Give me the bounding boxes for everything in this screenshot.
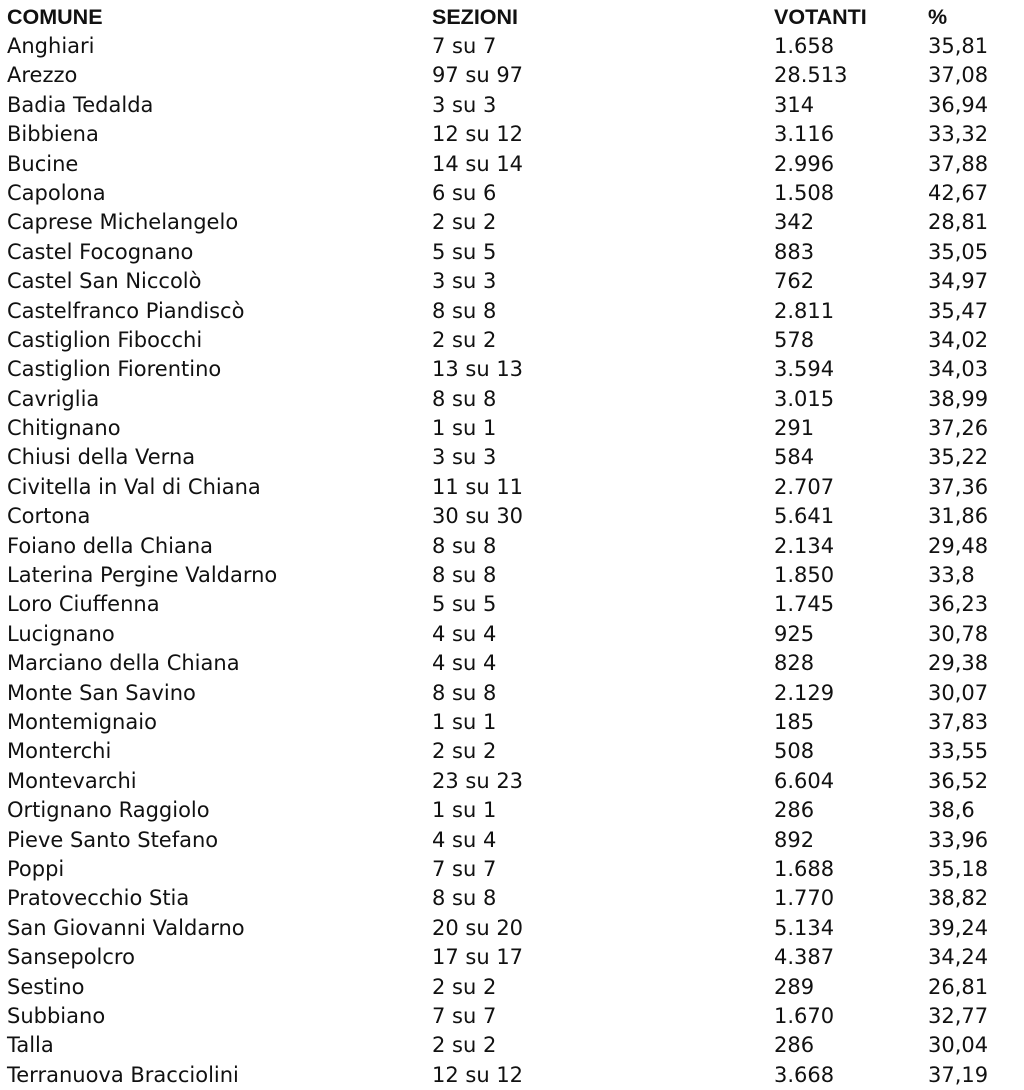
cell-votanti: 2.707	[774, 474, 835, 499]
table-row	[0, 943, 1024, 972]
cell-comune: Civitella in Val di Chiana	[7, 474, 261, 499]
cell-votanti: 289	[774, 974, 815, 999]
cell-sezioni: 4 su 4	[432, 827, 497, 852]
cell-percent: 34,03	[928, 357, 989, 382]
cell-votanti: 2.811	[774, 298, 835, 323]
table-row	[0, 179, 1024, 208]
cell-votanti: 4.387	[774, 945, 835, 970]
cell-sezioni: 8 su 8	[432, 886, 497, 911]
table-row	[0, 826, 1024, 855]
table-row	[0, 473, 1024, 502]
cell-sezioni: 3 su 3	[432, 269, 497, 294]
cell-percent: 35,47	[928, 298, 989, 323]
cell-sezioni: 4 su 4	[432, 651, 497, 676]
cell-votanti: 2.129	[774, 680, 835, 705]
cell-comune: Castiglion Fibocchi	[7, 327, 203, 352]
cell-comune: Capolona	[7, 180, 106, 205]
cell-sezioni: 13 su 13	[432, 357, 524, 382]
cell-comune: Poppi	[7, 856, 65, 881]
cell-percent: 32,77	[928, 1003, 989, 1028]
cell-sezioni: 2 su 2	[432, 1033, 497, 1058]
cell-percent: 36,94	[928, 92, 989, 117]
cell-percent: 38,82	[928, 886, 989, 911]
cell-percent: 30,04	[928, 1033, 989, 1058]
cell-sezioni: 3 su 3	[432, 92, 497, 117]
cell-votanti: 286	[774, 798, 815, 823]
cell-percent: 38,6	[928, 798, 975, 823]
cell-comune: Laterina Pergine Valdarno	[7, 563, 278, 588]
cell-sezioni: 4 su 4	[432, 621, 497, 646]
cell-percent: 35,05	[928, 239, 989, 264]
cell-votanti: 286	[774, 1033, 815, 1058]
table-row	[0, 1061, 1024, 1090]
cell-percent: 34,24	[928, 945, 989, 970]
table-row	[0, 414, 1024, 443]
cell-sezioni: 1 su 1	[432, 798, 497, 823]
cell-sezioni: 1 su 1	[432, 416, 497, 441]
cell-percent: 37,26	[928, 416, 989, 441]
cell-percent: 34,97	[928, 269, 989, 294]
cell-comune: Foiano della Chiana	[7, 533, 214, 558]
cell-percent: 28,81	[928, 210, 989, 235]
cell-comune: Caprese Michelangelo	[7, 210, 239, 235]
table-row	[0, 708, 1024, 737]
table-row	[0, 32, 1024, 61]
table-row	[0, 914, 1024, 943]
table-row	[0, 855, 1024, 884]
cell-percent: 37,19	[928, 1062, 989, 1087]
cell-comune: Lucignano	[7, 621, 115, 646]
cell-votanti: 3.594	[774, 357, 835, 382]
cell-comune: Terranuova Bracciolini	[7, 1062, 239, 1087]
cell-percent: 33,96	[928, 827, 989, 852]
cell-votanti: 1.688	[774, 856, 835, 881]
cell-votanti: 6.604	[774, 768, 835, 793]
cell-comune: Chiusi della Verna	[7, 445, 196, 470]
table-row	[0, 1002, 1024, 1031]
table-row	[0, 620, 1024, 649]
cell-comune: Montevarchi	[7, 768, 137, 793]
cell-sezioni: 3 su 3	[432, 445, 497, 470]
table-row	[0, 267, 1024, 296]
table-row	[0, 61, 1024, 90]
cell-votanti: 185	[774, 709, 815, 734]
cell-votanti: 314	[774, 92, 815, 117]
table-row	[0, 91, 1024, 120]
table-row	[0, 737, 1024, 766]
cell-votanti: 291	[774, 416, 815, 441]
cell-sezioni: 7 su 7	[432, 1003, 497, 1028]
table-row	[0, 1031, 1024, 1060]
cell-comune: Castel San Niccolò	[7, 269, 202, 294]
cell-comune: Subbiano	[7, 1003, 106, 1028]
table-row	[0, 561, 1024, 590]
cell-comune: Cavriglia	[7, 386, 100, 411]
cell-votanti: 5.641	[774, 504, 835, 529]
cell-sezioni: 7 su 7	[432, 856, 497, 881]
table-row	[0, 973, 1024, 1002]
cell-sezioni: 11 su 11	[432, 474, 524, 499]
cell-sezioni: 14 su 14	[432, 151, 524, 176]
cell-comune: Castelfranco Piandiscò	[7, 298, 245, 323]
cell-percent: 37,88	[928, 151, 989, 176]
cell-sezioni: 30 su 30	[432, 504, 524, 529]
cell-percent: 37,83	[928, 709, 989, 734]
cell-comune: Bucine	[7, 151, 79, 176]
cell-percent: 34,02	[928, 327, 989, 352]
header-comune: COMUNE	[7, 5, 103, 29]
cell-comune: Pratovecchio Stia	[7, 886, 190, 911]
cell-votanti: 28.513	[774, 63, 848, 88]
table-row	[0, 649, 1024, 678]
cell-sezioni: 8 su 8	[432, 680, 497, 705]
cell-percent: 31,86	[928, 504, 989, 529]
cell-sezioni: 5 su 5	[432, 592, 497, 617]
cell-votanti: 892	[774, 827, 815, 852]
table-row	[0, 443, 1024, 472]
cell-comune: Monterchi	[7, 739, 112, 764]
cell-percent: 30,07	[928, 680, 989, 705]
cell-comune: Sestino	[7, 974, 85, 999]
cell-votanti: 1.508	[774, 180, 835, 205]
cell-percent: 29,38	[928, 651, 989, 676]
cell-votanti: 3.116	[774, 122, 835, 147]
cell-sezioni: 5 su 5	[432, 239, 497, 264]
header-sezioni: SEZIONI	[432, 5, 519, 29]
cell-comune: Marciano della Chiana	[7, 651, 240, 676]
cell-votanti: 925	[774, 621, 815, 646]
cell-comune: Monte San Savino	[7, 680, 196, 705]
table-row	[0, 326, 1024, 355]
cell-percent: 36,23	[928, 592, 989, 617]
table-row	[0, 297, 1024, 326]
cell-votanti: 1.850	[774, 563, 835, 588]
cell-sezioni: 12 su 12	[432, 1062, 524, 1087]
cell-sezioni: 12 su 12	[432, 122, 524, 147]
cell-sezioni: 20 su 20	[432, 915, 524, 940]
cell-sezioni: 8 su 8	[432, 563, 497, 588]
cell-sezioni: 2 su 2	[432, 327, 497, 352]
table-row	[0, 679, 1024, 708]
cell-votanti: 3.668	[774, 1062, 835, 1087]
cell-comune: Pieve Santo Stefano	[7, 827, 219, 852]
cell-percent: 36,52	[928, 768, 989, 793]
table-row	[0, 502, 1024, 531]
cell-votanti: 2.134	[774, 533, 835, 558]
cell-comune: Montemignaio	[7, 709, 157, 734]
cell-comune: Cortona	[7, 504, 91, 529]
table-row	[0, 120, 1024, 149]
header-votanti: VOTANTI	[774, 5, 867, 29]
cell-percent: 33,8	[928, 563, 975, 588]
cell-votanti: 5.134	[774, 915, 835, 940]
cell-votanti: 1.670	[774, 1003, 835, 1028]
table-body	[0, 32, 1024, 1090]
table-row	[0, 208, 1024, 237]
cell-comune: Ortignano Raggiolo	[7, 798, 210, 823]
cell-sezioni: 23 su 23	[432, 768, 524, 793]
cell-comune: Bibbiena	[7, 122, 99, 147]
cell-votanti: 342	[774, 210, 815, 235]
cell-percent: 39,24	[928, 915, 989, 940]
cell-sezioni: 1 su 1	[432, 709, 497, 734]
cell-comune: San Giovanni Valdarno	[7, 915, 245, 940]
cell-votanti: 3.015	[774, 386, 835, 411]
cell-sezioni: 2 su 2	[432, 210, 497, 235]
table-row	[0, 532, 1024, 561]
cell-votanti: 1.745	[774, 592, 835, 617]
cell-percent: 35,18	[928, 856, 989, 881]
cell-percent: 37,36	[928, 474, 989, 499]
cell-percent: 33,32	[928, 122, 989, 147]
cell-comune: Sansepolcro	[7, 945, 135, 970]
table-header	[0, 0, 1024, 32]
cell-sezioni: 6 su 6	[432, 180, 497, 205]
cell-votanti: 762	[774, 269, 815, 294]
cell-comune: Arezzo	[7, 63, 78, 88]
table-row	[0, 796, 1024, 825]
table-row	[0, 884, 1024, 913]
cell-votanti: 584	[774, 445, 815, 470]
cell-sezioni: 7 su 7	[432, 34, 497, 58]
cell-sezioni: 8 su 8	[432, 298, 497, 323]
table-row	[0, 150, 1024, 179]
cell-comune: Castel Focognano	[7, 239, 194, 264]
cell-votanti: 2.996	[774, 151, 835, 176]
cell-percent: 35,81	[928, 34, 989, 58]
cell-votanti: 578	[774, 327, 815, 352]
cell-sezioni: 8 su 8	[432, 386, 497, 411]
cell-comune: Anghiari	[7, 34, 95, 58]
cell-sezioni: 2 su 2	[432, 739, 497, 764]
cell-percent: 35,22	[928, 445, 989, 470]
cell-percent: 29,48	[928, 533, 989, 558]
header-percent: %	[928, 5, 948, 29]
cell-votanti: 508	[774, 739, 815, 764]
table-row	[0, 355, 1024, 384]
cell-comune: Badia Tedalda	[7, 92, 154, 117]
cell-votanti: 883	[774, 239, 815, 264]
cell-comune: Talla	[7, 1033, 54, 1058]
cell-sezioni: 97 su 97	[432, 63, 524, 88]
cell-percent: 37,08	[928, 63, 989, 88]
cell-percent: 38,99	[928, 386, 989, 411]
cell-percent: 30,78	[928, 621, 989, 646]
cell-comune: Chitignano	[7, 416, 121, 441]
cell-percent: 33,55	[928, 739, 989, 764]
cell-votanti: 1.770	[774, 886, 835, 911]
table-row	[0, 590, 1024, 619]
cell-votanti: 1.658	[774, 34, 835, 58]
cell-sezioni: 17 su 17	[432, 945, 524, 970]
cell-sezioni: 8 su 8	[432, 533, 497, 558]
cell-comune: Loro Ciuffenna	[7, 592, 160, 617]
cell-votanti: 828	[774, 651, 815, 676]
cell-comune: Castiglion Fiorentino	[7, 357, 222, 382]
cell-percent: 26,81	[928, 974, 989, 999]
cell-percent: 42,67	[928, 180, 989, 205]
table-row	[0, 385, 1024, 414]
table-row	[0, 238, 1024, 267]
table-row	[0, 767, 1024, 796]
cell-sezioni: 2 su 2	[432, 974, 497, 999]
